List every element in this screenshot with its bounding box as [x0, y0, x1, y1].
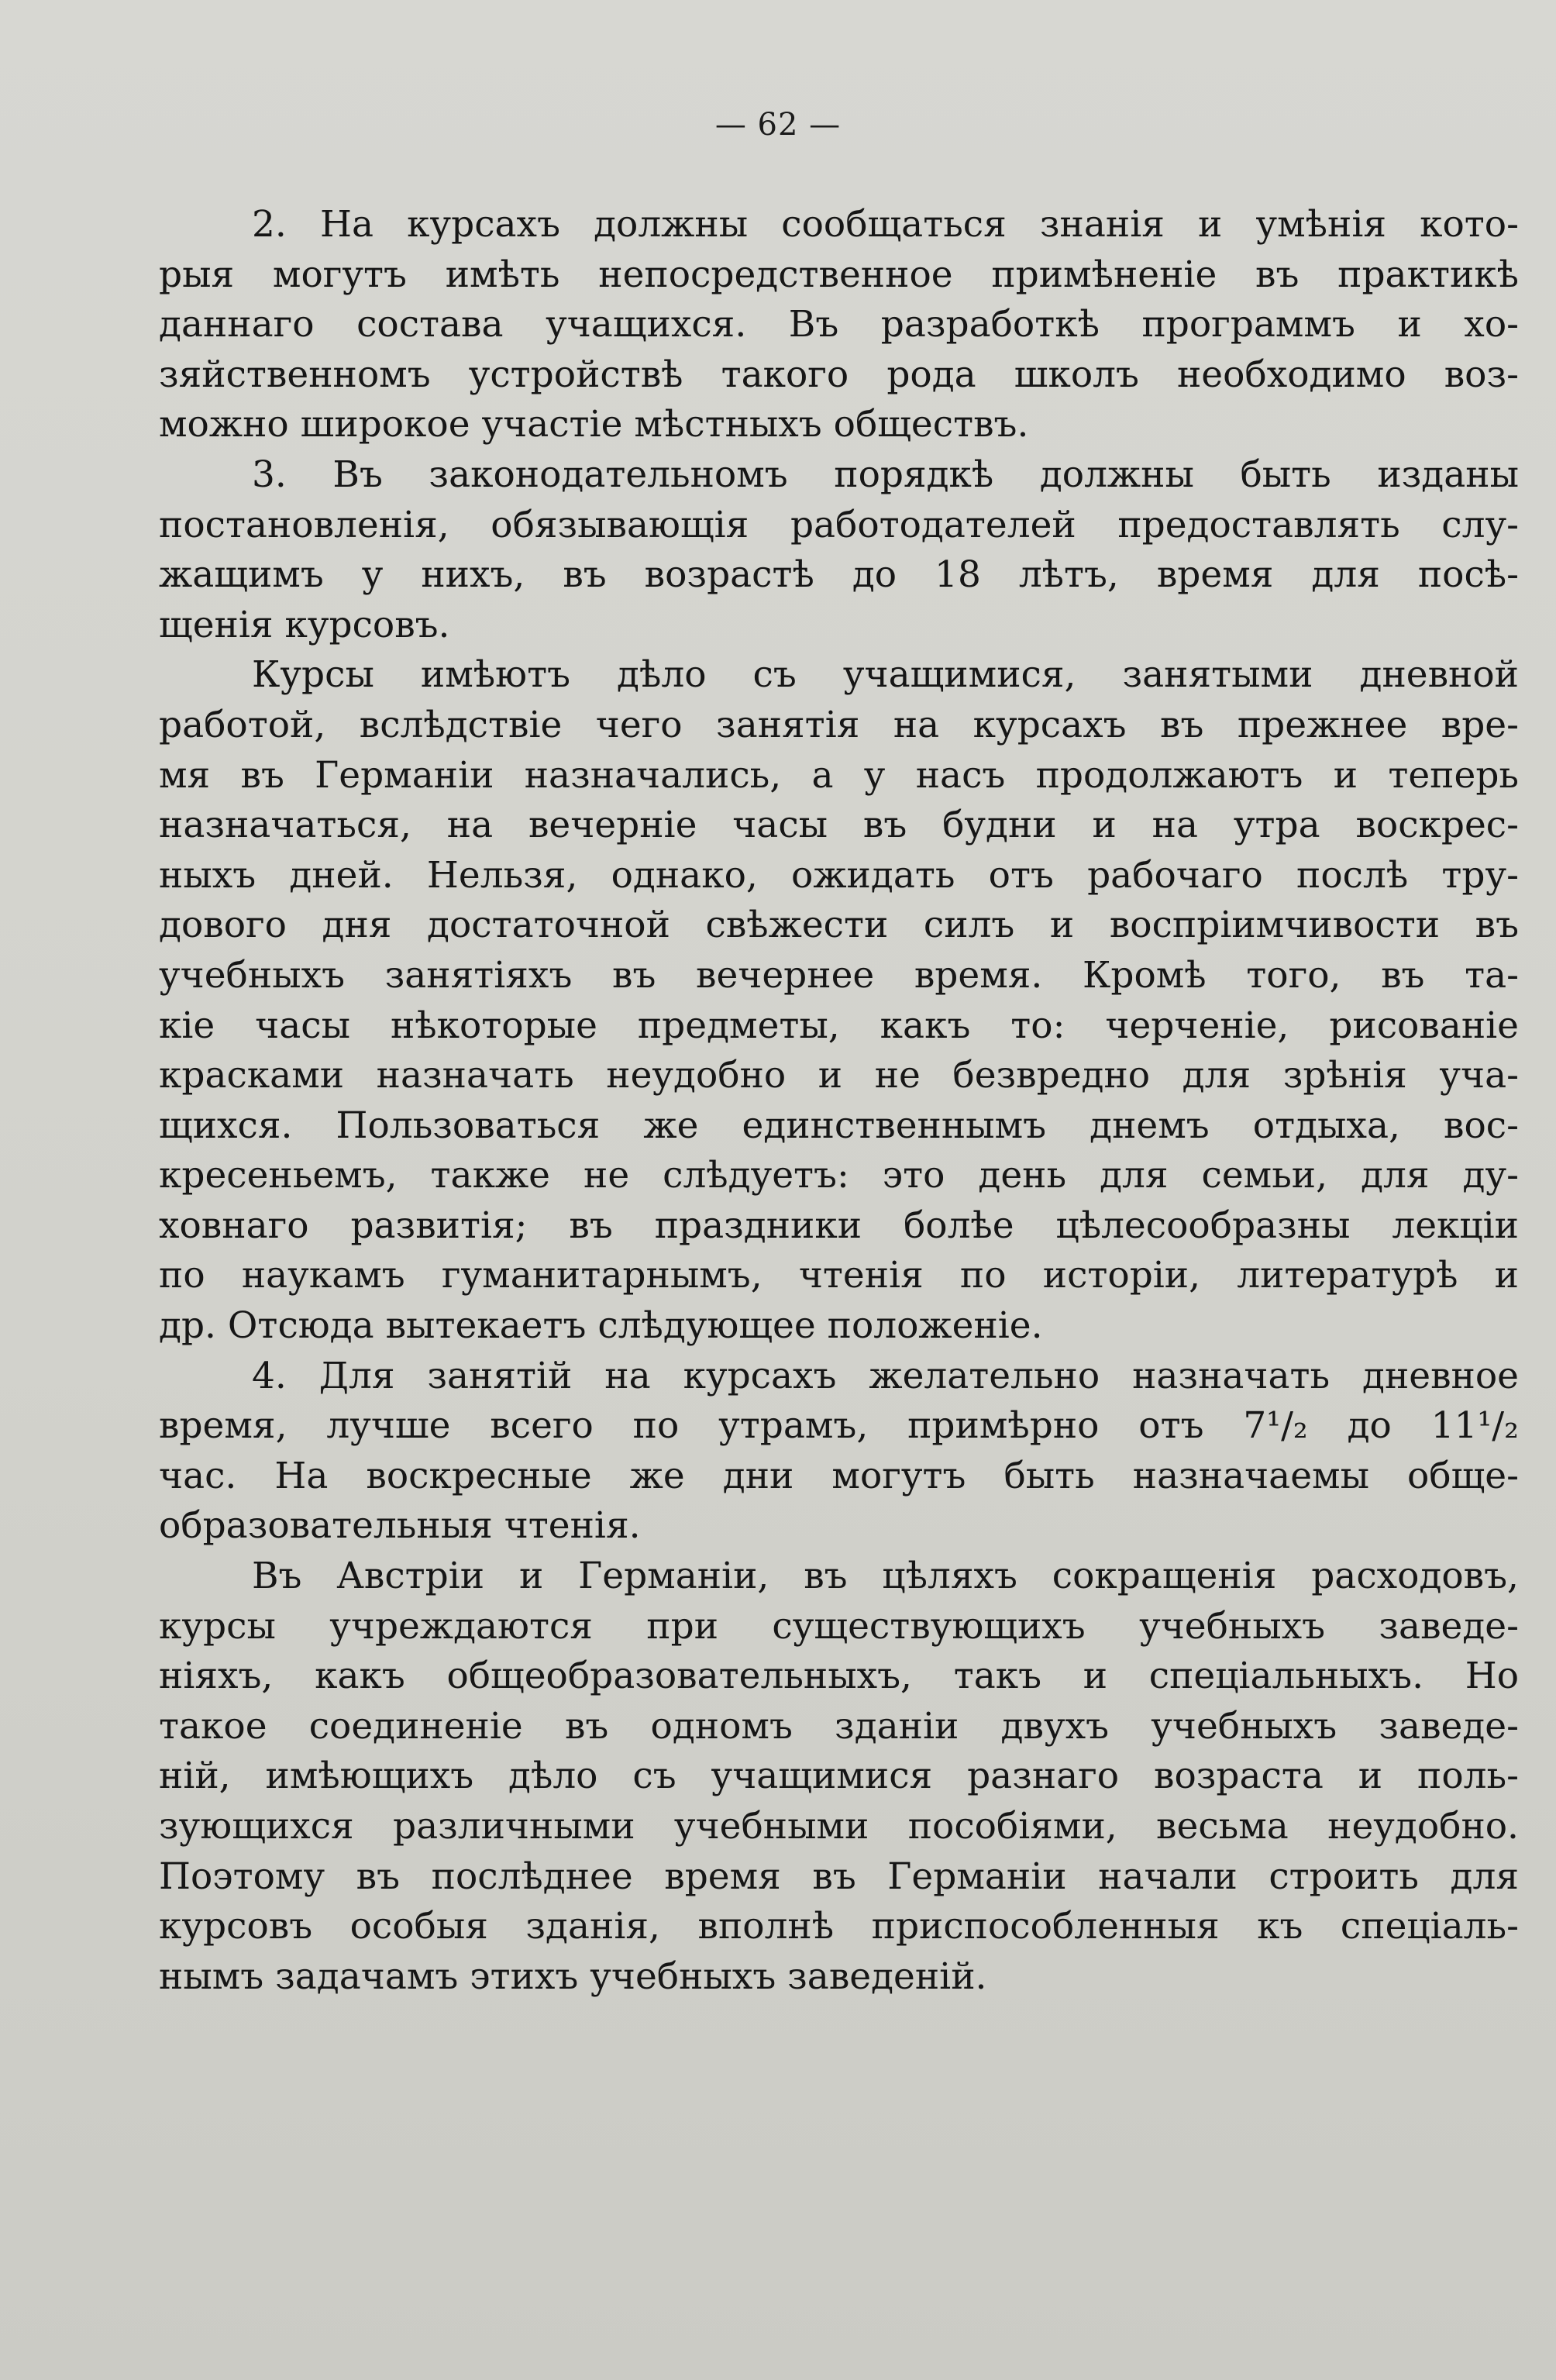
text-line: назначаться, на вечерніе часы въ будни и на утра воскрес- [159, 804, 1519, 847]
text-line: учебныхъ занятіяхъ въ вечернее время. Кромѣ того, въ та- [159, 953, 1519, 997]
paragraph-2 [159, 200, 1519, 450]
text-line: рыя могутъ имѣть непосредственное примѣненіе въ практикѣ [159, 253, 1519, 296]
text-line: кіе часы нѣкоторые предметы, какъ то: черченіе, рисованіе [159, 1004, 1519, 1047]
text-line: такое соединеніе въ одномъ зданіи двухъ учебныхъ заведе- [159, 1704, 1519, 1748]
text-line: др. Отсюда вытекаетъ слѣдующее положеніе. [159, 1304, 1043, 1348]
text-line: дового дня достаточной свѣжести силъ и воспріимчивости въ [159, 904, 1519, 947]
text-line: час. На воскресные же дни могутъ быть назначаемы обще- [159, 1454, 1519, 1497]
text-line: время, лучше всего по утрамъ, примѣрно отъ 7¹/₂ до 11¹/₂ [159, 1404, 1519, 1448]
text-line: красками назначать неудобно и не безвредно для зрѣнія уча- [159, 1054, 1519, 1097]
text-line: даннаго состава учащихся. Въ разработкѣ программъ и хо- [159, 303, 1519, 346]
text-line: 2. На курсахъ должны сообщаться знанія и умѣнія кото- [252, 203, 1519, 246]
text-line: по наукамъ гуманитарнымъ, чтенія по исторіи, литературѣ и [159, 1254, 1519, 1297]
text-line: зующихся различными учебными пособіями, весьма неудобно. [159, 1805, 1519, 1848]
body-text [159, 200, 1519, 2002]
text-line: мя въ Германіи назначались, а у насъ продолжаютъ и теперь [159, 753, 1519, 797]
paragraph-3 [159, 450, 1519, 650]
text-line: образовательныя чтенія. [159, 1504, 641, 1548]
text-line: Въ Австріи и Германіи, въ цѣляхъ сокращенія расходовъ, [252, 1555, 1519, 1598]
text-line: нымъ задачамъ этихъ учебныхъ заведеній. [159, 1955, 987, 1998]
text-line: курсы учреждаются при существующихъ учебныхъ заведе- [159, 1604, 1519, 1648]
text-line: жащимъ у нихъ, въ возрастѣ до 18 лѣтъ, время для посѣ- [159, 553, 1519, 597]
text-line: щенія курсовъ. [159, 603, 450, 646]
text-line: Курсы имѣютъ дѣло съ учащимися, занятыми дневной [252, 653, 1519, 697]
paragraph-courses [159, 650, 1519, 1351]
text-line: 3. Въ законодательномъ порядкѣ должны быть изданы [252, 453, 1519, 496]
text-line: ніяхъ, какъ общеобразовательныхъ, такъ и спеціальныхъ. Но [159, 1655, 1519, 1698]
text-line: 4. Для занятій на курсахъ желательно назначать дневное [252, 1354, 1519, 1397]
text-line: зяйственномъ устройствѣ такого рода школъ необходимо воз- [159, 353, 1519, 396]
text-line: Поэтому въ послѣднее время въ Германіи начали строить для [159, 1855, 1519, 1898]
page-number: — 62 — [714, 107, 842, 143]
text-line: ній, имѣющихъ дѣло съ учащимися разнаго возраста и поль- [159, 1755, 1519, 1798]
paragraph-austria-germany [159, 1552, 1519, 2002]
text-line: ховнаго развитія; въ праздники болѣе цѣлесообразны лекціи [159, 1204, 1519, 1247]
text-line: щихся. Пользоваться же единственнымъ днемъ отдыха, вос- [159, 1104, 1519, 1147]
paragraph-4 [159, 1352, 1519, 1552]
text-line: кресеньемъ, также не слѣдуетъ: это день для семьи, для ду- [159, 1154, 1519, 1197]
text-line: можно широкое участіе мѣстныхъ обществъ. [159, 403, 1029, 446]
text-line: постановленія, обязывающія работодателей предоставлять слу- [159, 503, 1519, 546]
text-line: работой, вслѣдствіе чего занятія на курсахъ въ прежнее вре- [159, 703, 1519, 746]
text-line: ныхъ дней. Нельзя, однако, ожидать отъ рабочаго послѣ тру- [159, 853, 1519, 897]
text-line: курсовъ особыя зданія, вполнѣ приспособленныя къ спеціаль- [159, 1905, 1519, 1948]
